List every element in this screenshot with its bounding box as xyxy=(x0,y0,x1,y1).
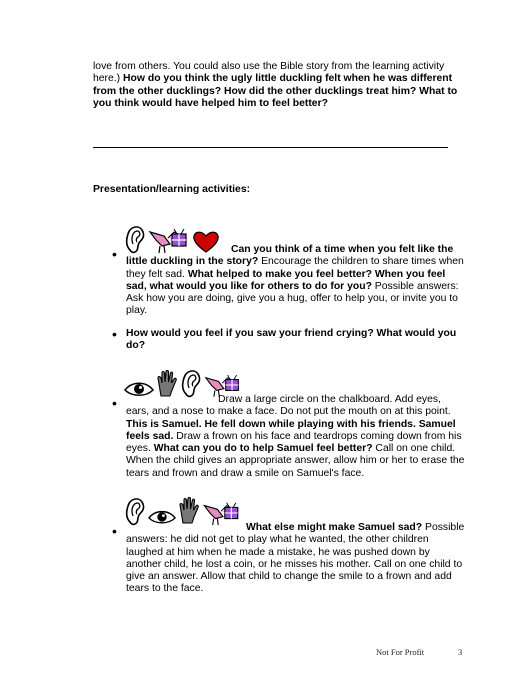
bullet-marker: • xyxy=(112,326,117,342)
intro-discussion-questions: How do you think the ugly little duckling felt when he was different from the other ducklings? How did the other ducklings treat him? What to you think would have helped him to feel better? xyxy=(93,73,458,109)
item-1-follow-up-question: What helped to make you feel better? When you feel sad, what would you like for others to do for you? xyxy=(126,268,446,292)
item-3-follow-up: Call on one child. When the child gives an appropriate answer, allow him or her to erase the tears and frown and draw a smile on Samuel's face. xyxy=(126,443,465,479)
item-1-possible-answers: Possible answers: Ask how you are doing, give you a hug, offer to help you, or invite you to play. xyxy=(126,280,459,317)
horizontal-rule xyxy=(93,147,448,148)
item-1-instruction: Encourage the children to share times when they felt sad. xyxy=(126,256,464,280)
bullet-marker: • xyxy=(112,523,117,539)
section-heading: Presentation/learning activities: xyxy=(93,184,251,195)
item-3-story: This is Samuel. He fell down while playing with his friends. Samuel feels sad. xyxy=(126,418,456,442)
item-1-text xyxy=(126,244,466,318)
item-2-question: How would you feel if you saw your friend crying? What would you do? xyxy=(126,328,457,352)
intro-paragraph xyxy=(93,61,473,110)
intro-plain-text: love from others. You could also use the Bible story from the learning activity here.) xyxy=(93,61,445,85)
item-3-drawing-instruction: Draw a frown on his face and teardrops coming down from his eyes. xyxy=(126,430,462,455)
item-1-question: Can you think of a time when you felt like the little duckling in the story? xyxy=(126,244,454,268)
bullet-marker: • xyxy=(112,395,117,411)
footer-notice: Not For Profit xyxy=(376,647,425,657)
item-4-possible-answers: Possible answers: he did not get to play what he wanted, the other children laughed at him when he made a mistake, he was pushed down by another child, he lost a coin, or he misses his mother. Call on one child to give an answer. Allow that child to change the smile to a frown and add tears to the face. xyxy=(126,522,465,595)
item-4-question: What else might make Samuel sad? xyxy=(246,522,423,533)
bullet-marker: • xyxy=(112,246,117,262)
item-3-question: What can you do to help Samuel feel better? xyxy=(153,443,373,455)
page-number: 3 xyxy=(458,647,463,657)
item-4-text xyxy=(126,522,466,596)
item-3-text xyxy=(126,394,466,480)
item-3-instruction: Draw a large circle on the chalkboard. Add eyes, ears, and a nose to make a face. Do not put the mouth on at this point. xyxy=(126,394,451,418)
